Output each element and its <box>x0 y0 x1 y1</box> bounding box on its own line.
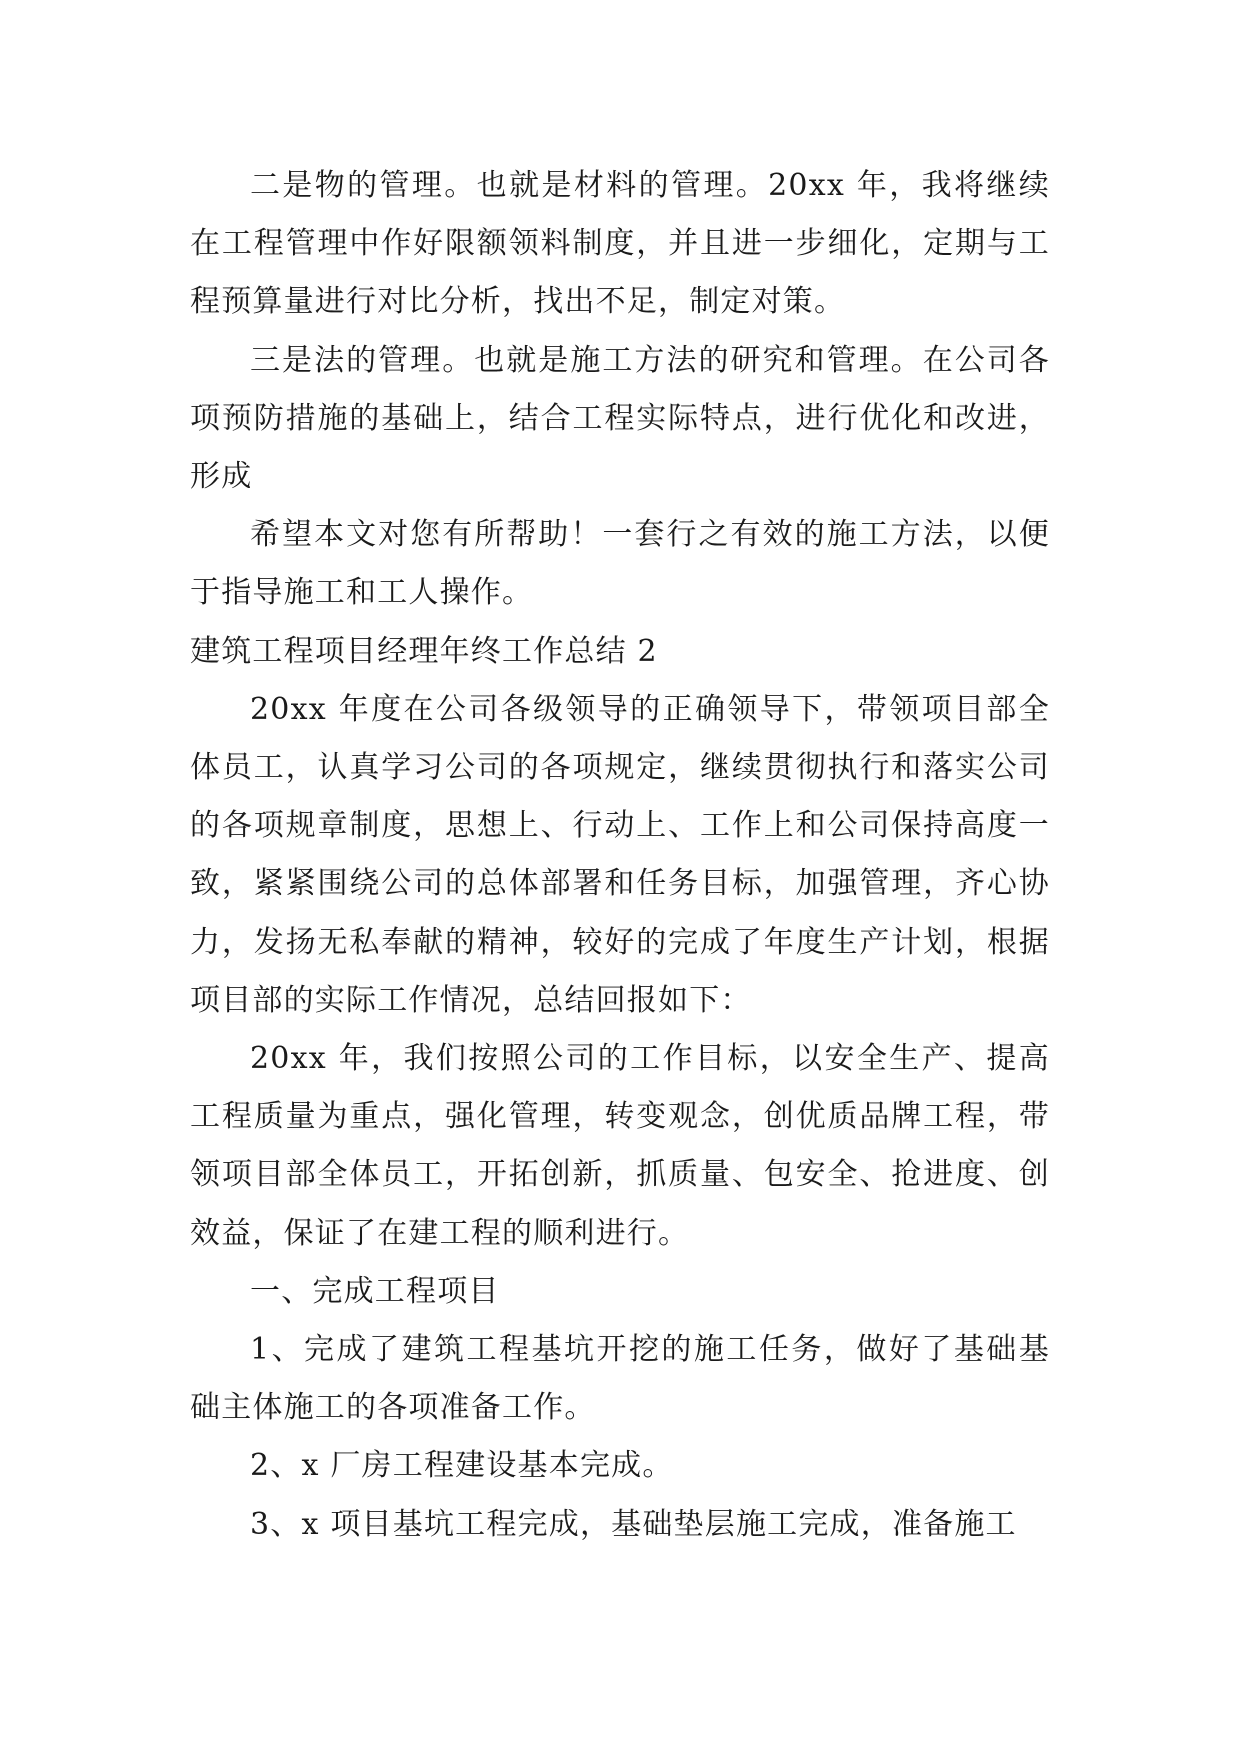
paragraph-material-management: 二是物的管理。也就是材料的管理。20xx 年，我将继续在工程管理中作好限额领料制度，并且进一步细化，定期与工程预算量进行对比分析，找出不足，制定对策。 <box>190 168 1050 320</box>
paragraph-work-goals: 20xx 年，我们按照公司的工作目标，以安全生产、提高工程质量为重点，强化管理，转变观念，创优质品牌工程，带领项目部全体员工，开拓创新，抓质量、包安全、抢进度、创效益，保证了在建工程的顺利进行。 <box>190 1041 1050 1251</box>
paragraph-closing-note: 希望本文对您有所帮助！一套行之有效的施工方法，以便于指导施工和工人操作。 <box>190 517 1050 611</box>
section-heading: 建筑工程项目经理年终工作总结 2 <box>190 633 658 669</box>
document-body <box>190 157 1050 1554</box>
list-item-1: 1、完成了建筑工程基坑开挖的施工任务，做好了基础基础主体施工的各项准备工作。 <box>190 1332 1050 1426</box>
list-item-3: 3、x 项目基坑工程完成，基础垫层施工完成，准备施工 <box>250 1506 1017 1542</box>
paragraph-method-management: 三是法的管理。也就是施工方法的研究和管理。在公司各项预防措施的基础上，结合工程实际特点，进行优化和改进，形成 <box>190 342 1050 495</box>
list-item-2: 2、x 厂房工程建设基本完成。 <box>250 1448 674 1484</box>
subheading-completed-projects: 一、完成工程项目 <box>250 1273 500 1309</box>
paragraph-annual-overview: 20xx 年度在公司各级领导的正确领导下，带领项目部全体员工，认真学习公司的各项规定，继续贯彻执行和落实公司的各项规章制度，思想上、行动上、工作上和公司保持高度一致，紧紧围绕公司的总体部署和任务目标，加强管理，齐心协力，发扬无私奉献的精神，较好的完成了年度生产计划，根据项目部的实际工作情况，总结回报如下： <box>190 691 1050 1018</box>
